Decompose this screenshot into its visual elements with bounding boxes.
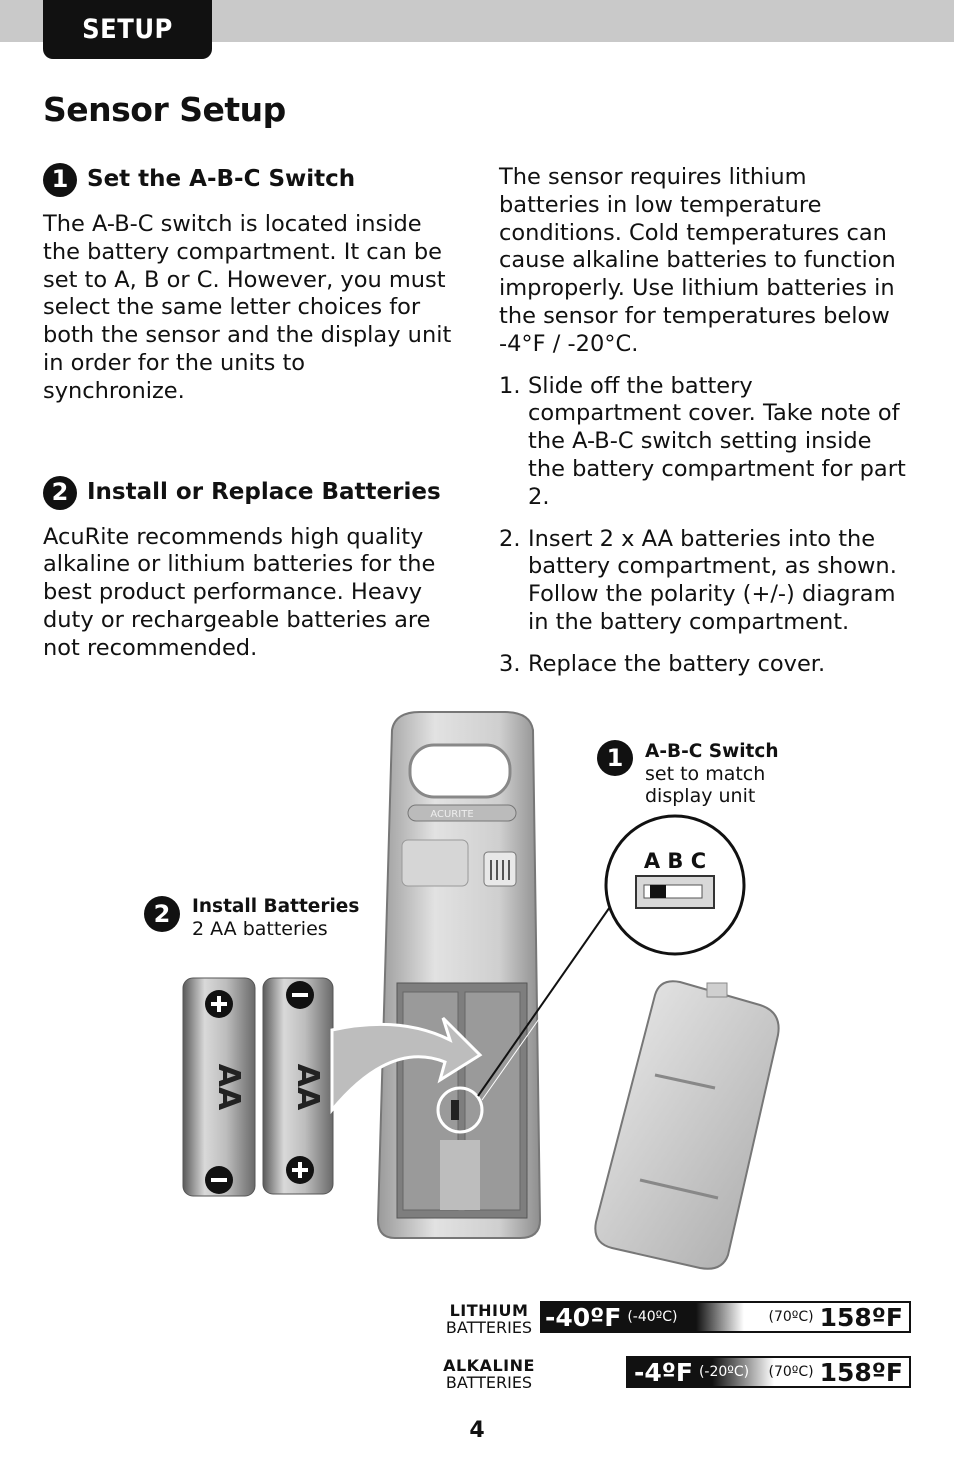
alkaline-label (434, 1357, 544, 1391)
lithium-label-line2: BATTERIES (445, 1318, 533, 1337)
section2-body: AcuRite recommends high quality alkaline or lithium batteries for the best product performance. Heavy duty or rechargeable batteries are not recommended. (43, 523, 436, 661)
section1-body: The A-B-C switch is located inside the battery compartment. It can be set to A, B or C. However, you must select the same letter choices for both the sensor and the display unit in order for the units to synchronize. (43, 211, 452, 404)
step-index: 1. (499, 372, 521, 399)
switch-callout-title: A-B-C Switch (645, 741, 779, 762)
switch-callout-line1: set to match (645, 763, 766, 785)
battery-cover (595, 981, 778, 1269)
sensor-illustration (0, 700, 954, 1290)
section-tab: SETUP (43, 0, 212, 59)
sensor-body (378, 712, 540, 1238)
battery-callout-line1: 2 AA batteries (192, 918, 328, 940)
callout-number-1: 1 (597, 740, 633, 776)
instruction-steps (499, 373, 909, 679)
battery-callout (192, 896, 359, 940)
alkaline-label-line1: ALKALINE (443, 1356, 535, 1375)
step-number-2: 2 (43, 476, 77, 510)
step-item (499, 526, 909, 637)
step-text: Replace the battery cover. (528, 650, 826, 677)
battery-left (183, 978, 255, 1196)
step-index: 2. (499, 525, 521, 552)
lithium-range-bar (540, 1301, 911, 1333)
step-text: Insert 2 x AA batteries into the battery compartment, as shown. Follow the polarity (+/-) diagram in the battery compartment. (528, 525, 897, 635)
alkaline-low-c: (-20ºC) (698, 1364, 750, 1380)
page-number: 4 (469, 1418, 485, 1443)
step-number-1: 1 (43, 163, 77, 197)
page-title: Sensor Setup (43, 90, 286, 129)
battery-callout-title: Install Batteries (192, 896, 360, 917)
step-item (499, 373, 909, 512)
lithium-high-c: (70ºC) (768, 1309, 814, 1325)
brand-label: ACURITE (430, 809, 474, 820)
left-column (43, 163, 453, 663)
lithium-label (434, 1302, 544, 1336)
callout-number-2: 2 (144, 896, 180, 932)
step-item (499, 651, 909, 679)
step-text: Slide off the battery compartment cover. Take note of the A-B-C switch setting inside the battery compartment for part 2. (528, 372, 906, 510)
alkaline-high-f: 158ºF (819, 1357, 903, 1387)
lithium-high-f: 158ºF (819, 1302, 903, 1332)
switch-letters: A B C (643, 849, 707, 873)
switch-callout (645, 741, 779, 807)
alkaline-low-f: -4ºF (634, 1357, 693, 1387)
lithium-low-f: -40ºF (545, 1302, 622, 1332)
alkaline-high-c: (70ºC) (768, 1364, 814, 1380)
section1-heading (43, 163, 453, 197)
switch-callout-line2: display unit (645, 785, 756, 807)
lithium-low-c: (-40ºC) (627, 1309, 678, 1325)
battery-right (263, 978, 333, 1194)
battery-label: AA (211, 1063, 246, 1111)
lithium-label-line1: LITHIUM (449, 1301, 529, 1320)
section2-title: Install or Replace Batteries (87, 478, 441, 505)
switch-slider (650, 885, 666, 898)
battery-label: AA (290, 1063, 325, 1111)
step-index: 3. (499, 650, 521, 677)
alkaline-range-bar (626, 1356, 911, 1388)
section2-heading (43, 476, 453, 510)
section1-title: Set the A-B-C Switch (87, 166, 356, 193)
right-column (499, 164, 909, 693)
lithium-intro: The sensor requires lithium batteries in low temperature conditions. Cold temperatures can cause alkaline batteries to function improperly. Use lithium batteries in the sensor for temperatures below -4°F / -20°C. (499, 164, 896, 357)
alkaline-label-line2: BATTERIES (445, 1373, 533, 1392)
